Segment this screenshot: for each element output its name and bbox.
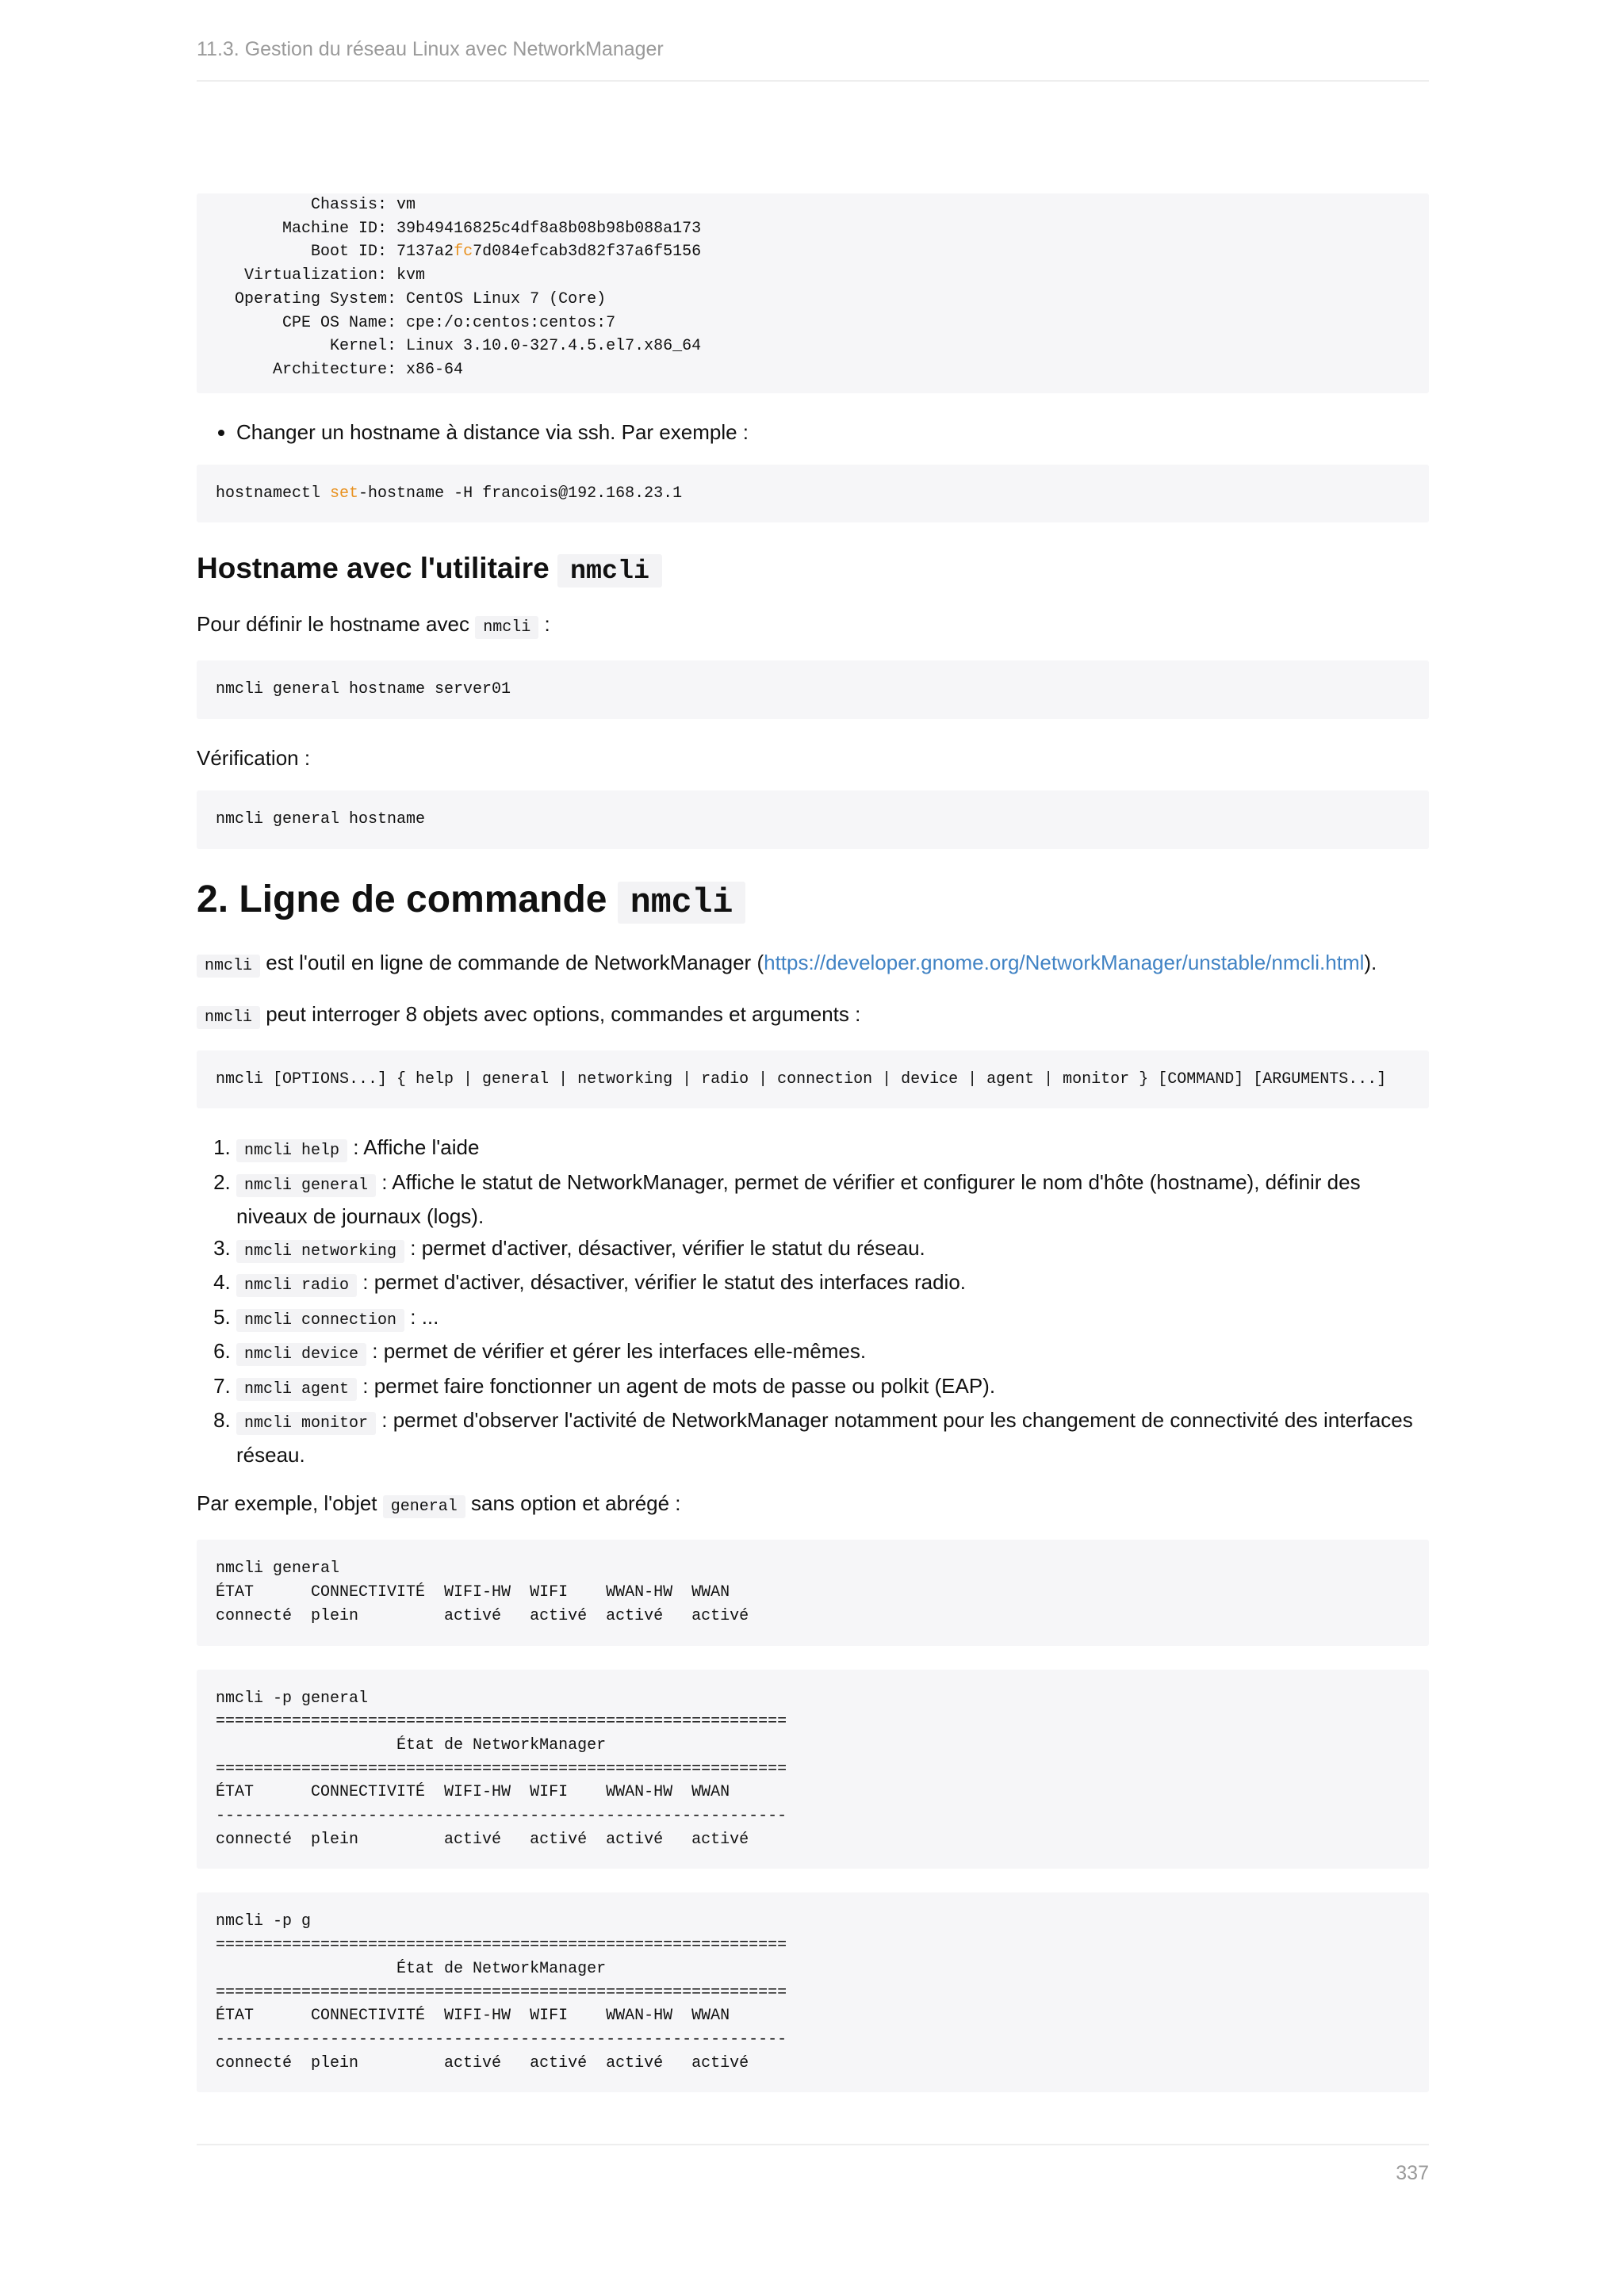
heading-code: nmcli <box>618 882 746 924</box>
inline-code: nmcli <box>197 955 260 978</box>
code-text: hostnamectl <box>216 484 331 503</box>
code-line: Chassis: vm <box>216 196 416 214</box>
inline-code: nmcli monitor <box>236 1412 376 1435</box>
inline-code: nmcli device <box>236 1343 366 1366</box>
list-item-text: : permet de vérifier et gérer les interfaces elle-mêmes. <box>372 1339 867 1364</box>
list-item-text: : ... <box>410 1304 439 1329</box>
list-item <box>236 1302 1429 1337</box>
list-item <box>236 1371 1429 1406</box>
code-block-nmcli-pretty-general: nmcli -p general ============================================================ État de NetworkManager ============================================================ ÉTAT CONNECTIVITÉ WIFI-HW WIFI WWAN-HW WWAN ------------------------------------------------------------ connecté plein activé activé activé activé <box>197 1670 1429 1869</box>
list-item-text: : permet d'activer, désactiver, vérifier le statut du réseau. <box>410 1235 925 1260</box>
inline-code: nmcli agent <box>236 1378 357 1401</box>
paragraph-text: Par exemple, l'objet <box>197 1491 377 1516</box>
code-keyword: set <box>330 484 359 503</box>
paragraph-example <box>197 1488 1429 1522</box>
nmcli-doc-link[interactable]: https://developer.gnome.org/NetworkManager/unstable/nmcli.html <box>764 950 1365 974</box>
paragraph-verification: Vérification : <box>197 746 311 771</box>
page-number: 337 <box>1396 2162 1429 2184</box>
list-item <box>236 1132 1429 1167</box>
paragraph-text: peut interroger 8 objets avec options, commandes et arguments : <box>266 1001 861 1026</box>
code-block-nmcli-syntax: nmcli [OPTIONS...] { help | general | networking | radio | connection | device | agent | monitor } [COMMAND] [ARGUMENTS...] <box>197 1050 1429 1109</box>
code-block-set-hostname: nmcli general hostname server01 <box>197 660 1429 719</box>
code-line: Boot ID: 7137a2 <box>216 243 454 262</box>
list-item-text: : permet faire fonctionner un agent de mots de passe ou polkit (EAP). <box>362 1373 996 1398</box>
code-block-nmcli-pretty-g: nmcli -p g ============================================================ État de NetworkManager ============================================================ ÉTAT CONNECTIVITÉ WIFI-HW WIFI WWAN-HW WWAN ------------------------------------------------------------ connecté plein activé activé activé activé <box>197 1892 1429 2092</box>
running-header: 11.3. Gestion du réseau Linux avec NetworkManager <box>197 38 664 60</box>
list-item-text: : Affiche l'aide <box>353 1135 480 1160</box>
inline-code: nmcli connection <box>236 1309 404 1332</box>
inline-code: general <box>383 1495 465 1518</box>
page-content <box>197 193 1429 2116</box>
list-item-text: : permet d'observer l'activité de NetworkManager notamment pour les changement de connectivité des interfaces réseau. <box>236 1408 1413 1467</box>
code-block-nmcli-general: nmcli general ÉTAT CONNECTIVITÉ WIFI-HW WIFI WWAN-HW WWAN connecté plein activé activé activé activé <box>197 1540 1429 1645</box>
heading-text: 2. Ligne de commande <box>197 878 607 920</box>
paragraph-nmcli-objects <box>197 999 1429 1033</box>
code-block-hostnamectl-status <box>197 193 1429 393</box>
list-item-text: : Affiche le statut de NetworkManager, permet de vérifier et configurer le nom d'hôte (hostname), définir des niveaux de journaux (logs). <box>236 1169 1361 1229</box>
inline-code: nmcli <box>197 1006 260 1029</box>
code-line: Kernel: Linux 3.10.0-327.4.5.el7.x86_64 <box>216 337 702 356</box>
paragraph-text: : <box>544 612 550 637</box>
heading-code: nmcli <box>557 554 662 587</box>
list-item <box>236 1167 1429 1233</box>
inline-code: nmcli general <box>236 1174 376 1197</box>
code-highlight: fc <box>454 243 473 262</box>
code-line: Operating System: CentOS Linux 7 (Core) <box>216 289 607 308</box>
list-item <box>236 1233 1429 1268</box>
heading-section-2 <box>197 873 1429 930</box>
paragraph-text: sans option et abrégé : <box>471 1491 681 1516</box>
code-line: 7d084efcab3d82f37a6f5156 <box>473 243 702 262</box>
inline-code: nmcli <box>475 616 538 639</box>
list-item <box>236 1267 1429 1302</box>
code-line: CPE OS Name: cpe:/o:centos:centos:7 <box>216 313 616 332</box>
list-item <box>236 1336 1429 1371</box>
inline-code: nmcli radio <box>236 1274 357 1297</box>
paragraph-intro <box>197 609 1429 643</box>
list-item <box>236 1405 1429 1471</box>
heading-nmcli-hostname <box>197 546 1429 593</box>
heading-text: Hostname avec l'utilitaire <box>197 552 550 585</box>
paragraph-text: Pour définir le hostname avec <box>197 612 469 637</box>
nmcli-objects-list <box>197 1132 1429 1471</box>
paragraph-nmcli-definition <box>197 947 1429 982</box>
code-block-check-hostname: nmcli general hostname <box>197 790 1429 849</box>
list-item: • Changer un hostname à distance via ssh. Par exemple : <box>236 417 1429 447</box>
code-text: -hostname -H francois@192.168.23.1 <box>358 484 683 503</box>
header-divider <box>197 80 1429 82</box>
code-line: Architecture: x86-64 <box>216 360 464 379</box>
inline-code: nmcli networking <box>236 1240 404 1263</box>
code-block-remote-hostname <box>197 465 1429 523</box>
bullet-list <box>197 417 1429 447</box>
code-line: Virtualization: kvm <box>216 266 426 285</box>
footer-divider <box>197 2144 1429 2145</box>
paragraph-text: est l'outil en ligne de commande de NetworkManager ( <box>266 950 764 974</box>
paragraph-text: ). <box>1364 950 1377 974</box>
list-item-text: : permet d'activer, désactiver, vérifier le statut des interfaces radio. <box>362 1270 967 1295</box>
inline-code: nmcli help <box>236 1139 347 1162</box>
code-line: Machine ID: 39b49416825c4df8a8b08b98b088a173 <box>216 219 702 238</box>
